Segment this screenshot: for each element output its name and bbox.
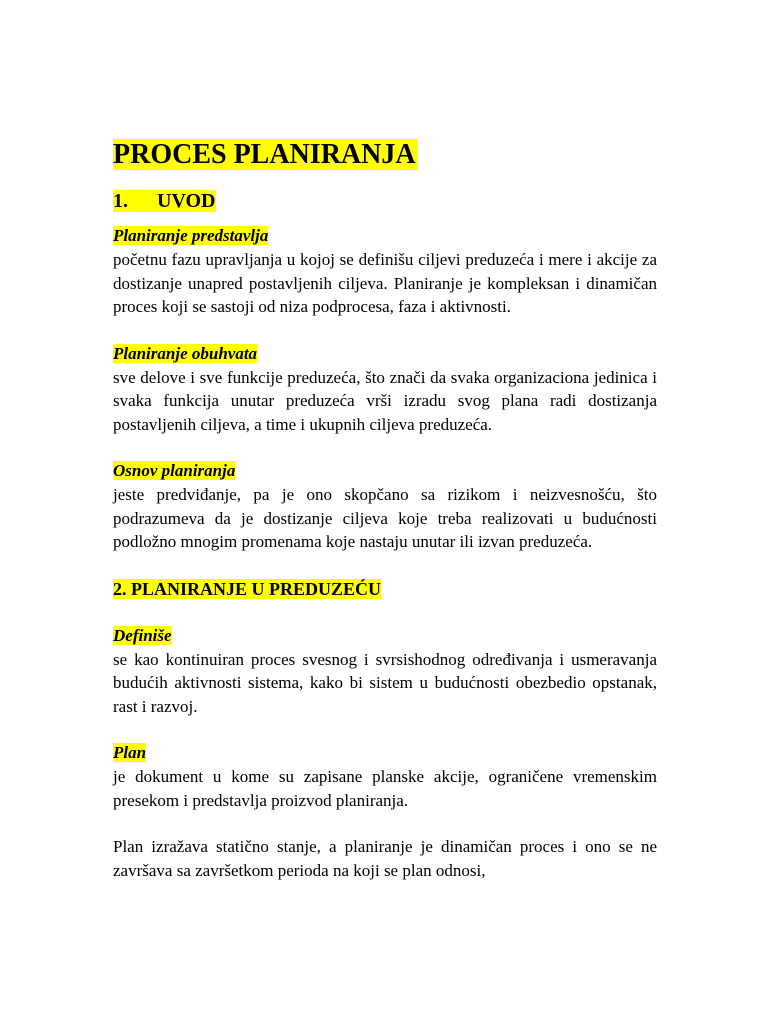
section-1-heading — [113, 188, 657, 214]
definition-block — [113, 342, 657, 437]
definition-label-text: Planiranje obuhvata — [113, 343, 258, 363]
definition-label — [113, 741, 657, 765]
section-2-title: 2. PLANIRANJE U PREDUZEĆU — [113, 578, 382, 599]
section-1-number: 1. — [113, 190, 128, 212]
definition-label — [113, 342, 657, 366]
definition-text: je dokument u kome su zapisane planske akcije, ograničene vremenskim presekom i predstavlja proizvod planiranja. — [113, 767, 657, 810]
document-title-text: PROCES PLANIRANJA — [113, 139, 416, 170]
definition-block — [113, 224, 657, 319]
definition-text: početnu fazu upravljanja u kojoj se definišu ciljevi preduzeća i mere i akcije za dostizanje unapred postavljenih ciljeva. Planiranje je kompleksan i dinamičan proces koji se sastoji od niza podprocesa, faza i aktivnosti. — [113, 250, 657, 316]
definition-block — [113, 624, 657, 719]
definition-text: sve delove i sve funkcije preduzeća, što znači da svaka organizaciona jedinica i svaka funkcija unutar preduzeća vrši izradu svog plana radi dostizanja postavljenih ciljeva, a time i ukupnih ciljeva preduzeća. — [113, 367, 657, 434]
document-title — [113, 138, 657, 172]
definition-label-text: Osnov planiranja — [113, 461, 236, 480]
section-1-title: UVOD — [157, 190, 216, 212]
definition-label-text: Definiše — [113, 625, 172, 645]
definition-text: se kao kontinuiran proces svesnog i svrsishodnog određivanja i usmeravanja budućih aktivnosti sistema, kako bi sistem u budućnosti obezbedio opstanak, rast i razvoj. — [113, 649, 657, 716]
section-2-heading — [113, 577, 657, 601]
closing-paragraph: Plan izražava statično stanje, a planiranje je dinamičan proces i ono se ne završava sa završetkom perioda na koji se plan odnosi, — [113, 837, 657, 880]
definition-label — [113, 459, 657, 483]
definition-label — [113, 624, 657, 648]
definition-label-text: Planiranje predstavlja — [113, 226, 269, 245]
definition-text: jeste predviđanje, pa je ono skopčano sa rizikom i neizvesnošću, što podrazumeva da je dostizanje ciljeva koje treba realizovati u budućnosti podložno mnogim promenama koje nastaju unutar ili izvan preduzeća. — [113, 485, 657, 551]
section-1-highlight — [113, 190, 216, 212]
definition-label — [113, 224, 657, 248]
definition-block — [113, 459, 657, 554]
document-page — [113, 138, 657, 882]
definition-block — [113, 741, 657, 812]
definition-label-text: Plan — [113, 743, 147, 762]
